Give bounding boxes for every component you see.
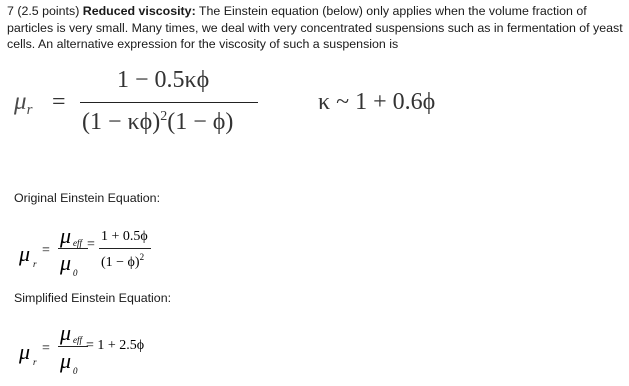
denominator: [82, 109, 233, 136]
simp-num-sub: eff: [73, 335, 82, 345]
orig-fraction-bar-left: [58, 248, 88, 249]
simp-rhs: = 1 + 2.5ϕ: [86, 338, 145, 353]
simp-den-mu: μ: [60, 348, 72, 373]
denominator-part-b: (1 − ϕ): [167, 109, 234, 135]
orig-rhs-den: [101, 252, 144, 271]
simp-lhs-sub: r: [33, 357, 37, 367]
simp-fraction-bar: [58, 346, 88, 347]
simplified-heading: Simplified Einstein Equation:: [14, 291, 172, 305]
mu-subscript: r: [26, 102, 33, 118]
problem-title: Reduced viscosity:: [82, 4, 196, 18]
orig-rhs-num: 1 + 0.5ϕ: [101, 229, 148, 244]
original-heading: Original Einstein Equation:: [14, 191, 161, 205]
orig-lhs-sub: r: [33, 259, 37, 269]
simp-den-sub: 0: [73, 366, 78, 376]
problem-number: 7 (2.5 points): [7, 4, 83, 18]
problem-statement: [7, 3, 625, 53]
denominator-exponent: 2: [160, 109, 168, 124]
mu-symbol: μ: [19, 241, 31, 266]
simp-num-mu: μ: [60, 320, 72, 345]
orig-rhs-den-text: (1 − ϕ): [101, 255, 140, 270]
denominator-part-a: (1 − κϕ): [82, 109, 161, 135]
orig-num-sub: eff: [73, 238, 82, 248]
kappa-relation: κ ~ 1 + 0.6ϕ: [318, 89, 436, 115]
orig-den-sub: 0: [73, 268, 78, 278]
problem-text: The Einstein equation (below) only applies when the volume fraction of particles is very small. Many times, we deal with very concentrated suspensions such as in fermentation of yeast cells. An alternative expression for the viscosity of such a suspension is: [7, 4, 623, 51]
orig-rhs-exp: 2: [139, 252, 145, 262]
numerator: 1 − 0.5κϕ: [117, 67, 210, 93]
equals-sign: =: [52, 89, 66, 115]
orig-fraction-bar-right: [99, 248, 151, 249]
orig-equals: =: [42, 243, 50, 258]
simp-equals: =: [42, 341, 50, 356]
orig-equals2: =: [87, 237, 95, 252]
simp-lhs-mu: μ: [19, 339, 31, 364]
fraction-bar: [80, 102, 258, 103]
orig-lhs-mu: [19, 241, 30, 267]
orig-num-mu: μ: [60, 223, 72, 248]
mu-symbol: μ: [14, 88, 27, 115]
orig-den-mu: μ: [60, 250, 72, 275]
lhs-mu-r: [14, 88, 32, 119]
